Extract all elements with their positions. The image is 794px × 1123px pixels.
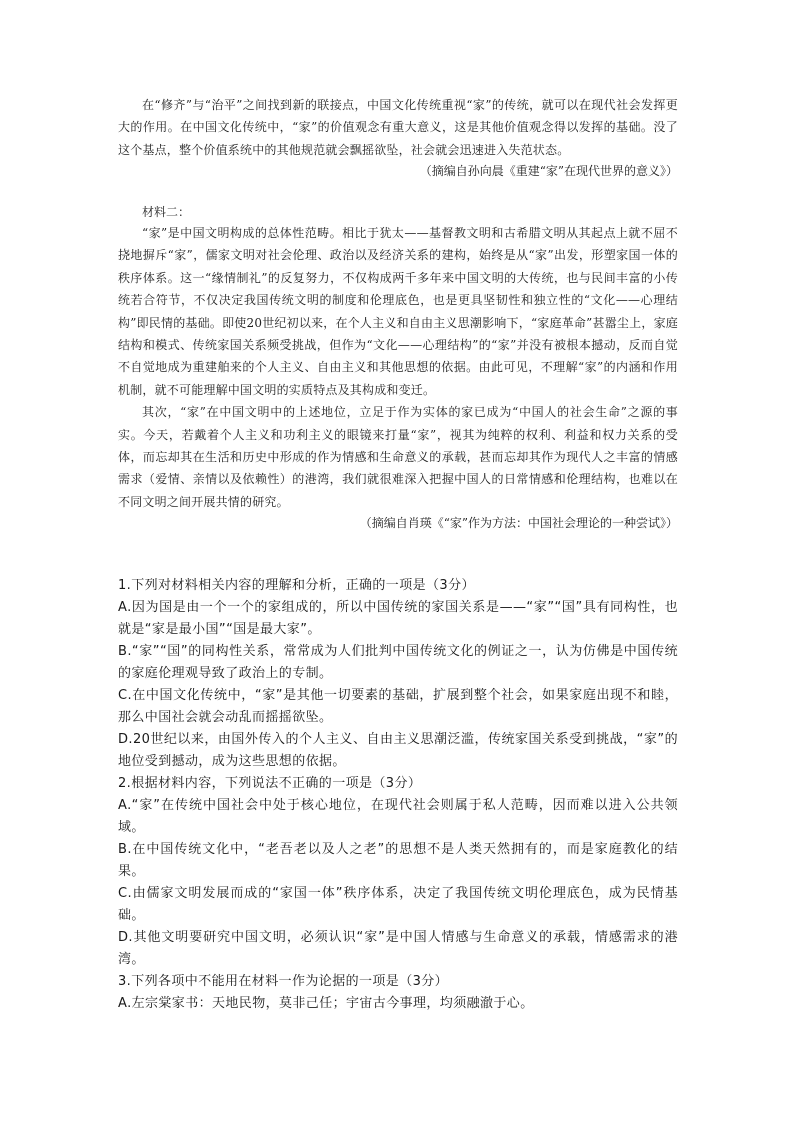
question-3-option-a: A.左宗棠家书：天地民物，莫非己任；宇宙古今事理，均须融澈于心。 [118,996,534,1011]
question-3-stem: 3.下列各项中不能用在材料一作为论据的一项是（3分） [118,974,449,989]
material-two [118,202,678,533]
question-1-option-d: D.20世纪以来，由国外传入的个人主义、自由主义思潮泛滥，传统家国关系受到挑战，“家”的地位受到撼动，成为这些思想的依据。 [118,732,678,769]
material-one-paragraph: 在“修齐”与“治平”之间找到新的联接点，中国文化传统重视“家”的传统，就可以在现代社会发挥更大的作用。在中国文化传统中，“家”的价值观念有重大意义，这是其他价值观念得以发挥的基础。没了这个基点，整个价值系统中的其他规范就会飘摇欲坠，社会就会迅速进入失范状态。 [118,98,678,157]
material-two-paragraph-2: 其次，“家”在中国文明中的上述地位，立足于作为实体的家已成为“中国人的社会生命”之源的事实。今天，若戴着个人主义和功利主义的眼镜来打量“家”，视其为纯粹的权利、利益和权力关系的受体，而忘却其在生活和历史中形成的作为情感和生命意义的承载，甚而忘却其作为现代人之丰富的情感需求（爱情、亲情以及依赖性）的港湾，我们就很难深入把握中国人的日常情感和伦理结构，也难以在不同文明之间开展共情的研究。 [118,405,678,509]
question-2-option-d: D.其他文明要研究中国文明，必须认识“家”是中国人情感与生命意义的承载，情感需求的港湾。 [118,930,678,967]
material-two-paragraph-1: “家”是中国文明构成的总体性范畴。相比于犹太——基督教文明和古希腊文明从其起点上就不屈不挠地摒斥“家”，儒家文明对社会伦理、政治以及经济关系的建构，始终是从“家”出发，形塑家国一体的秩序体系。这一“缘情制礼”的反复努力，不仅构成两千多年来中国文明的大传统，也与民间丰富的小传统若合符节，不仅决定我国传统文明的制度和伦理底色，也是更具坚韧性和独立性的“文化——心理结构”即民情的基础。即使20世纪初以来，在个人主义和自由主义思潮影响下，“家庭革命”甚嚣尘上，家庭结构和模式、传统家国关系频受挑战，但作为“文化——心理结构”的“家”并没有被根本撼动，反而自觉不自觉地成为重建舶来的个人主义、自由主义和其他思想的依据。由此可见，不理解“家”的内涵和作用机制，就不可能理解中国文明的实质特点及其构成和变迁。 [118,226,678,397]
question-list [118,575,678,1015]
question-2-option-c: C.由儒家文明发展而成的“家国一体”秩序体系，决定了我国传统文明伦理底色，成为民情基础。 [118,886,678,923]
question-1-option-a: A.因为国是由一个一个的家组成的，所以中国传统的家国关系是——“家”“国”具有同构性，也就是“家是最小国”“国是最大家”。 [118,600,678,637]
question-2-stem: 2.根据材料内容，下列说法不正确的一项是（3分） [118,776,422,791]
question-2-option-a: A.“家”在传统中国社会中处于核心地位，在现代社会则属于私人范畴，因而难以进入公共领域。 [118,798,678,835]
question-1-option-b: B.“家”“国”的同构性关系，常常成为人们批判中国传统文化的例证之一，认为仿佛是中国传统的家庭伦理观导致了政治上的专制。 [118,644,678,681]
question-2-option-b: B.在中国传统文化中，“老吾老以及人之老”的思想不是人类天然拥有的，而是家庭教化的结果。 [118,842,678,879]
material-one-excerpt [118,94,678,181]
material-two-label: 材料二： [142,205,191,219]
question-1-option-c: C.在中国文化传统中，“家”是其他一切要素的基础，扩展到整个社会，如果家庭出现不和睦，那么中国社会就会动乱而摇摇欲坠。 [118,688,678,725]
material-one-source: （摘编自孙向晨《重建“家”在现代世界的意义》） [419,164,678,179]
question-1-stem: 1.下列对材料相关内容的理解和分析，正确的一项是（3分） [118,578,475,593]
material-two-source: （摘编自肖瑛《“家”作为方法：中国社会理论的一种尝试》） [359,516,678,531]
